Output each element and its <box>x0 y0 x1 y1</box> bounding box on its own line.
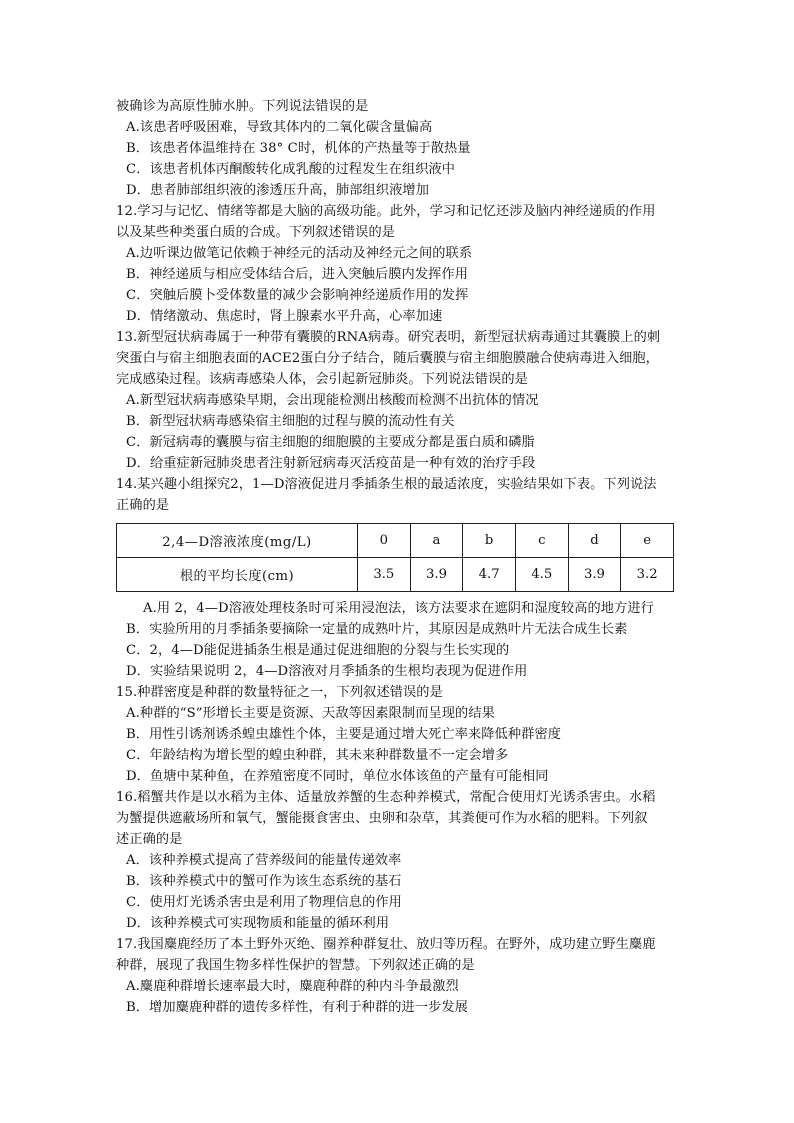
table-cell: a <box>410 524 463 558</box>
question-text-line: 正确的是 <box>116 498 170 513</box>
table-cell: 4.7 <box>463 558 516 592</box>
table-cell: d <box>568 524 621 558</box>
question-text-line: 述正确的是 <box>116 832 183 847</box>
question-text-line: 突蛋白与宿主细胞表面的ACE2蛋白分子结合，随后囊膜与宿主细胞膜融合使病毒进入细胞， <box>116 351 659 366</box>
document-page <box>116 96 681 1018</box>
answer-option: B．该种养模式中的蟹可作为该生态系统的基石 <box>126 874 402 889</box>
question-text-line: 被确诊为高原性肺水肿。下列说法错误的是 <box>116 99 369 114</box>
answer-option: D．该种养模式可实现物质和能量的循环利用 <box>126 916 390 931</box>
question-text-line: 15.种群密度是种群的数量特征之一，下列叙述错误的是 <box>116 685 443 700</box>
answer-option: A.新型冠状病毒感染早期，会出现能检测出核酸而检测不出抗体的情况 <box>126 393 539 408</box>
text-block-before-table <box>116 96 681 516</box>
table-cell: 3.9 <box>568 558 621 592</box>
table-cell: 3.5 <box>358 558 411 592</box>
answer-option: C．突触后膜卜受体数量的减少会影响神经递质作用的发挥 <box>126 288 469 303</box>
answer-option: D．给重症新冠肺炎患者注射新冠病毒灭活疫苗是一种有效的治疗手段 <box>126 456 536 471</box>
question-text-line: 14.某兴趣小组探究2，1—D溶液促进月季插条生根的最适浓度，实验结果如下表。下列说法 <box>116 477 657 492</box>
answer-option: D．鱼塘中某种鱼，在养殖密度不同时，单位水体该鱼的产量有可能相同 <box>126 769 549 784</box>
table-cell: 3.9 <box>410 558 463 592</box>
experiment-table-wrap <box>116 523 681 592</box>
question-text-line: 12.学习与记忆、情绪等都是大脑的高级功能。此外，学习和记忆还涉及脑内神经递质的作用 <box>116 204 656 219</box>
answer-option: D．患者肺部组织液的渗透压升高，肺部组织液增加 <box>126 183 429 198</box>
table-cell: 3.2 <box>621 558 674 592</box>
answer-option: C．新冠病毒的囊膜与宿主细胞的细胞膜的主要成分都是蛋白质和磷脂 <box>126 435 535 450</box>
question-text-line: 17.我国麋鹿经历了本土野外灭绝、圈养种群复壮、放归等历程。在野外，成功建立野生麋鹿 <box>116 937 656 952</box>
answer-option: C．该患者机体丙酮酸转化成乳酸的过程发生在组织液中 <box>126 162 456 177</box>
answer-option: B．用性引诱剂诱杀蝗虫雄性个体，主要是通过增大死亡率来降低种群密度 <box>126 727 561 742</box>
experiment-table <box>116 523 674 592</box>
answer-option: B．实验所用的月季插条要摘除一定量的成熟叶片，其原因是成熟叶片无法合成生长素 <box>126 622 628 637</box>
table-cell: c <box>515 524 568 558</box>
answer-option: A.边听课边做笔记依赖于神经元的活动及神经元之间的联系 <box>126 246 473 261</box>
answer-option: B．神经递质与相应受体结合后，进入突触后膜内发挥作用 <box>126 267 468 282</box>
question-text-line: 以及某些种类蛋白质的合成。下列叙述错误的是 <box>116 225 396 240</box>
answer-option: D．实验结果说明 2，4—D溶液对月季插条的生根均表现为促进作用 <box>126 664 528 679</box>
table-row <box>117 558 674 592</box>
question-text-line: 种群，展现了我国生物多样性保护的智慧。下列叙述正确的是 <box>116 958 475 973</box>
table-cell: 4.5 <box>515 558 568 592</box>
table-row <box>117 524 674 558</box>
table-cell: b <box>463 524 516 558</box>
answer-option: D．情绪激动、焦虑时，肾上腺素水平升高，心率加速 <box>126 309 443 324</box>
table-row-label: 2,4—D溶液浓度(mg/L) <box>117 524 358 558</box>
answer-option: B．增加麋鹿种群的遗传多样性，有利于种群的进一步发展 <box>126 1000 468 1015</box>
question-text-line: 完成感染过程。该病毒感染人体，会引起新冠肺炎。下列说法错误的是 <box>116 372 528 387</box>
question-text-line: 为蟹提供遮蔽场所和氧气，蟹能摄食害虫、虫卵和杂草，其粪便可作为水稻的肥料。下列叙 <box>116 811 648 826</box>
answer-option: C．2，4—D能促进插条生根是通过促进细胞的分裂与生长实现的 <box>126 643 510 658</box>
table-cell: 0 <box>358 524 411 558</box>
answer-option: C．年龄结构为增长型的蝗虫种群，其未来种群数量不一定会增多 <box>126 748 509 763</box>
answer-option: A.种群的“S”形增长主要是资源、天敌等因素限制而呈现的结果 <box>126 706 495 721</box>
question-text-line: 13.新型冠状病毒属于一种带有囊膜的RNA病毒。研究表明，新型冠状病毒通过其囊膜上的刺 <box>116 330 661 345</box>
answer-option: A.用 2，4—D溶液处理枝条时可采用浸泡法，该方法要求在遮阴和湿度较高的地方进行 <box>143 601 654 616</box>
answer-option: A.该患者呼吸困难，导致其体内的二氧化碳含量偏高 <box>126 120 433 135</box>
answer-option: B．该患者体温维持在 38° C时，机体的产热量等于散热量 <box>126 141 471 156</box>
question-text-line: 16.稻蟹共作是以水稻为主体、适量放养蟹的生态种养模式，常配合使用灯光诱杀害虫。水稻 <box>116 790 656 805</box>
answer-option: A．该种养模式提高了营养级间的能量传递效率 <box>126 853 402 868</box>
answer-option: C．使用灯光诱杀害虫是利用了物理信息的作用 <box>126 895 402 910</box>
answer-option: A.麋鹿种群增长速率最大时，麋鹿种群的种内斗争最激烈 <box>126 979 459 994</box>
answer-option: B．新型冠状病毒感染宿主细胞的过程与膜的流动性有关 <box>126 414 455 429</box>
table-row-label: 根的平均长度(cm) <box>117 558 358 592</box>
table-cell: e <box>621 524 674 558</box>
text-block-after-table <box>116 598 681 1018</box>
